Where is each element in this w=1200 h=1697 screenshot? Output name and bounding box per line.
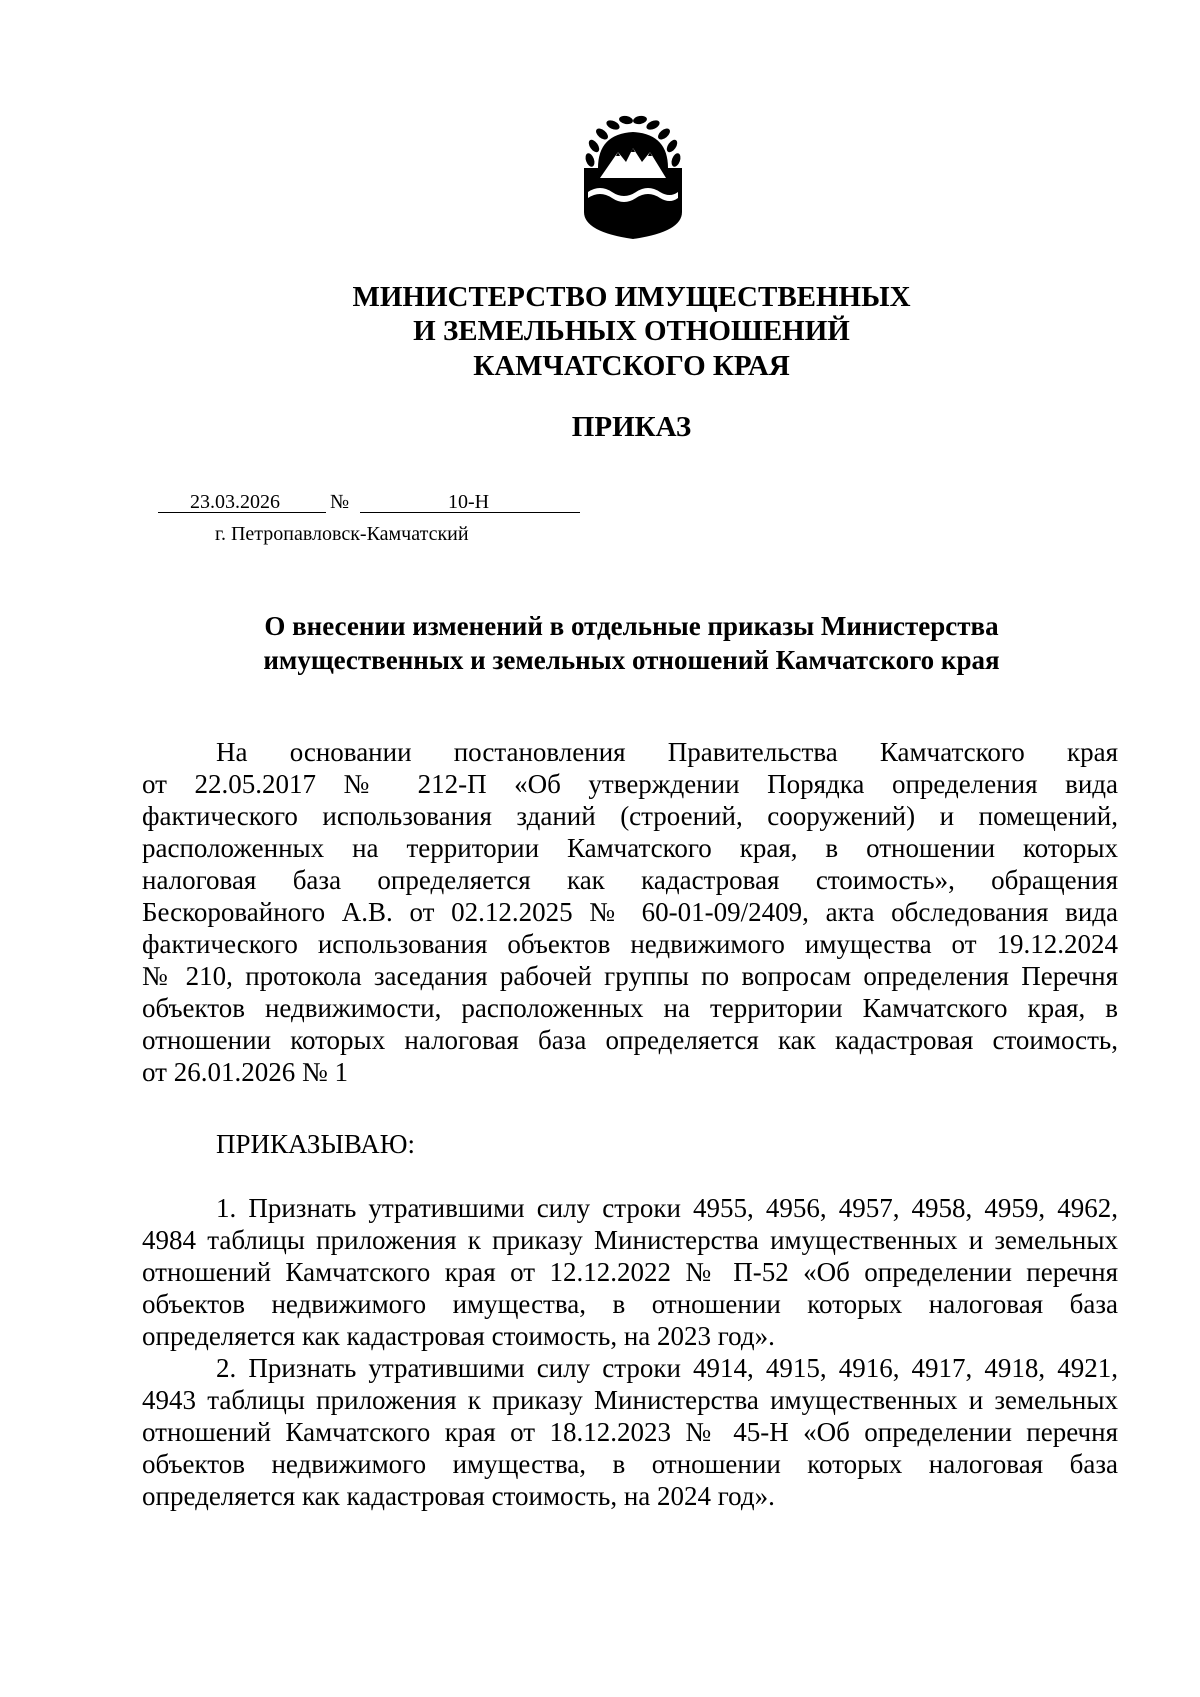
- preamble-line: отношении которых налоговая база определяется как кадастровая стоимость,: [142, 1025, 1118, 1055]
- item-2-line: объектов недвижимого имущества, в отношении которых налоговая база: [142, 1449, 1118, 1479]
- preamble-line: налоговая база определяется как кадастровая стоимость», обращения: [142, 865, 1118, 895]
- item-1-line: определяется как кадастровая стоимость, на 2023 год».: [142, 1321, 775, 1351]
- ministry-name-line-2: И ЗЕМЕЛЬНЫХ ОТНОШЕНИЙ: [413, 315, 850, 347]
- item-1-line: объектов недвижимого имущества, в отношении которых налоговая база: [142, 1289, 1118, 1319]
- item-2-line: отношений Камчатского края от 18.12.2023 № 45-Н «Об определении перечня: [142, 1417, 1118, 1447]
- preamble-line: Бескоровайного А.В. от 02.12.2025 № 60-01-09/2409, акта обследования вида: [142, 897, 1118, 927]
- order-word: ПРИКАЗЫВАЮ:: [216, 1129, 415, 1159]
- number-underline: [360, 512, 580, 513]
- preamble-line: от 22.05.2017 № 212-П «Об утверждении Порядка определения вида: [142, 769, 1118, 799]
- item-2-line: 2. Признать утратившими силу строки 4914, 4915, 4916, 4917, 4918, 4921,: [216, 1353, 1118, 1383]
- date-underline: [158, 512, 326, 513]
- item-1-line: отношений Камчатского края от 12.12.2022 № П-52 «Об определении перечня: [142, 1257, 1118, 1287]
- item-2-line: определяется как кадастровая стоимость, на 2024 год».: [142, 1481, 775, 1511]
- item-1-line: 1. Признать утратившими силу строки 4955, 4956, 4957, 4958, 4959, 4962,: [216, 1193, 1118, 1223]
- item-1-line: 4984 таблицы приложения к приказу Министерства имущественных и земельных: [142, 1225, 1118, 1255]
- preamble-line: фактического использования объектов недвижимого имущества от 19.12.2024: [142, 929, 1118, 959]
- number-sign: №: [330, 491, 350, 513]
- order-number: 10-Н: [448, 491, 490, 513]
- preamble-line: фактического использования зданий (строений, сооружений) и помещений,: [142, 801, 1118, 831]
- document-type: ПРИКАЗ: [571, 411, 692, 443]
- coat-of-arms-icon: [584, 115, 682, 239]
- item-2-line: 4943 таблицы приложения к приказу Министерства имущественных и земельных: [142, 1385, 1118, 1415]
- coat-of-arms-emblem: [580, 112, 686, 240]
- ministry-name-line-1: МИНИСТЕРСТВО ИМУЩЕСТВЕННЫХ: [352, 281, 911, 313]
- order-title-line-2: имущественных и земельных отношений Камчатского края: [263, 645, 1000, 675]
- ministry-name-line-3: КАМЧАТСКОГО КРАЯ: [473, 350, 790, 382]
- preamble-line: № 210, протокола заседания рабочей группы по вопросам определения Перечня: [142, 961, 1118, 991]
- order-date: 23.03.2026: [190, 491, 280, 513]
- preamble-line: расположенных на территории Камчатского края, в отношении которых: [142, 833, 1118, 863]
- city: г. Петропавловск-Камчатский: [215, 523, 469, 545]
- preamble-line: объектов недвижимости, расположенных на территории Камчатского края, в: [142, 993, 1118, 1023]
- preamble-line: от 26.01.2026 № 1: [142, 1057, 348, 1087]
- order-title-line-1: О внесении изменений в отдельные приказы Министерства: [264, 611, 999, 641]
- preamble-line: На основании постановления Правительства Камчатского края: [216, 737, 1118, 767]
